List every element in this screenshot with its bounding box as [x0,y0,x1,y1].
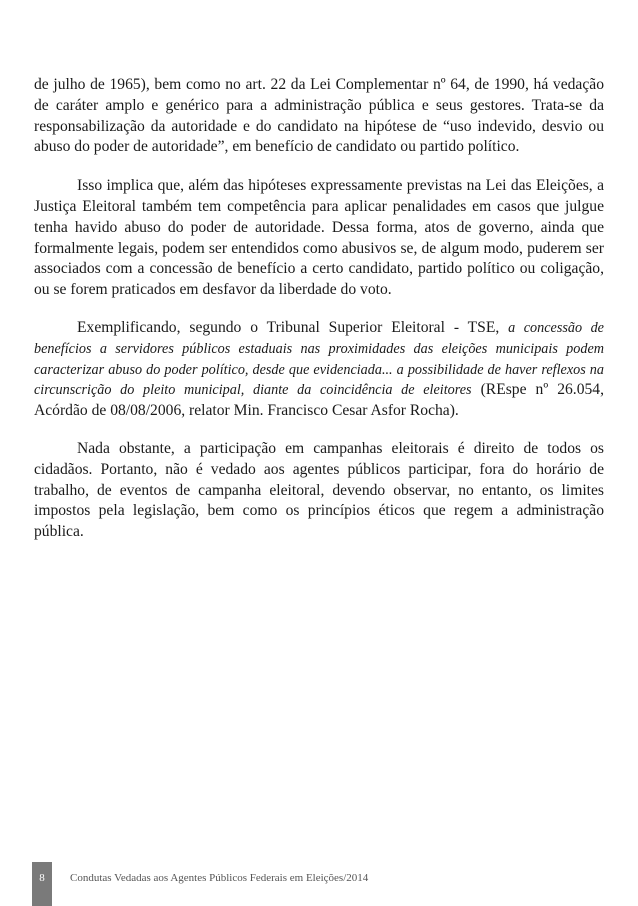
body-text [34,75,604,560]
paragraph-electoral-justice: Isso implica que, além das hipóteses expressamente previstas na Lei das Eleições, a Justiça Eleitoral também tem competência para aplicar penalidades em casos que julgue tenha havido abuso do poder de autoridade. Dessa forma, atos de governo, ainda que formalmente legais, podem ser entendidos como abusivos se, de algum modo, puderem ser associados com a concessão de benefício a certo candidato, partido político ou coligação, ou se forem praticados em desfavor da liberdade do voto. [34,177,604,299]
page-number: 8 [39,872,45,884]
paragraph-campaign-participation: Nada obstante, a participação em campanhas eleitorais é direito de todos os cidadãos. Portanto, não é vedado aos agentes públicos participar, fora do horário de trabalho, de eventos de campanha eleitoral, devendo observar, no entanto, os limites impostos pela legislação, bem como os princípios éticos que regem a administração pública. [34,439,604,541]
paragraph-continuation: de julho de 1965), bem como no art. 22 da Lei Complementar nº 64, de 1990, há vedação de caráter amplo e genérico para a administração pública e seus gestores. Trata-se da responsabilização da autoridade e do candidato na hipótese de “uso indevido, desvio ou abuso do poder de autoridade”, em benefício de candidato ou partido político. [34,76,604,156]
page-footer [32,862,612,906]
footer-title: Condutas Vedadas aos Agentes Públicos Federais em Eleições/2014 [70,872,369,884]
tse-example-intro: Exemplificando, segundo o Tribunal Superior Eleitoral - TSE, [77,318,509,336]
footer-bar [32,862,52,906]
paragraph-tse-example [34,318,604,422]
tse-quote: a concessão de benefícios a servidores públicos estaduais nas proximidades das eleições municipais podem caracterizar abuso do poder político, desde que evidenciada... a possibilidade de haver reflexos na circunscrição do pleito municipal, diante da coincidência de eleitores [34,319,604,399]
tse-citation: (REspe nº 26.054, Acórdão de 08/08/2006, relator Min. Francisco Cesar Asfor Rocha). [34,381,604,420]
